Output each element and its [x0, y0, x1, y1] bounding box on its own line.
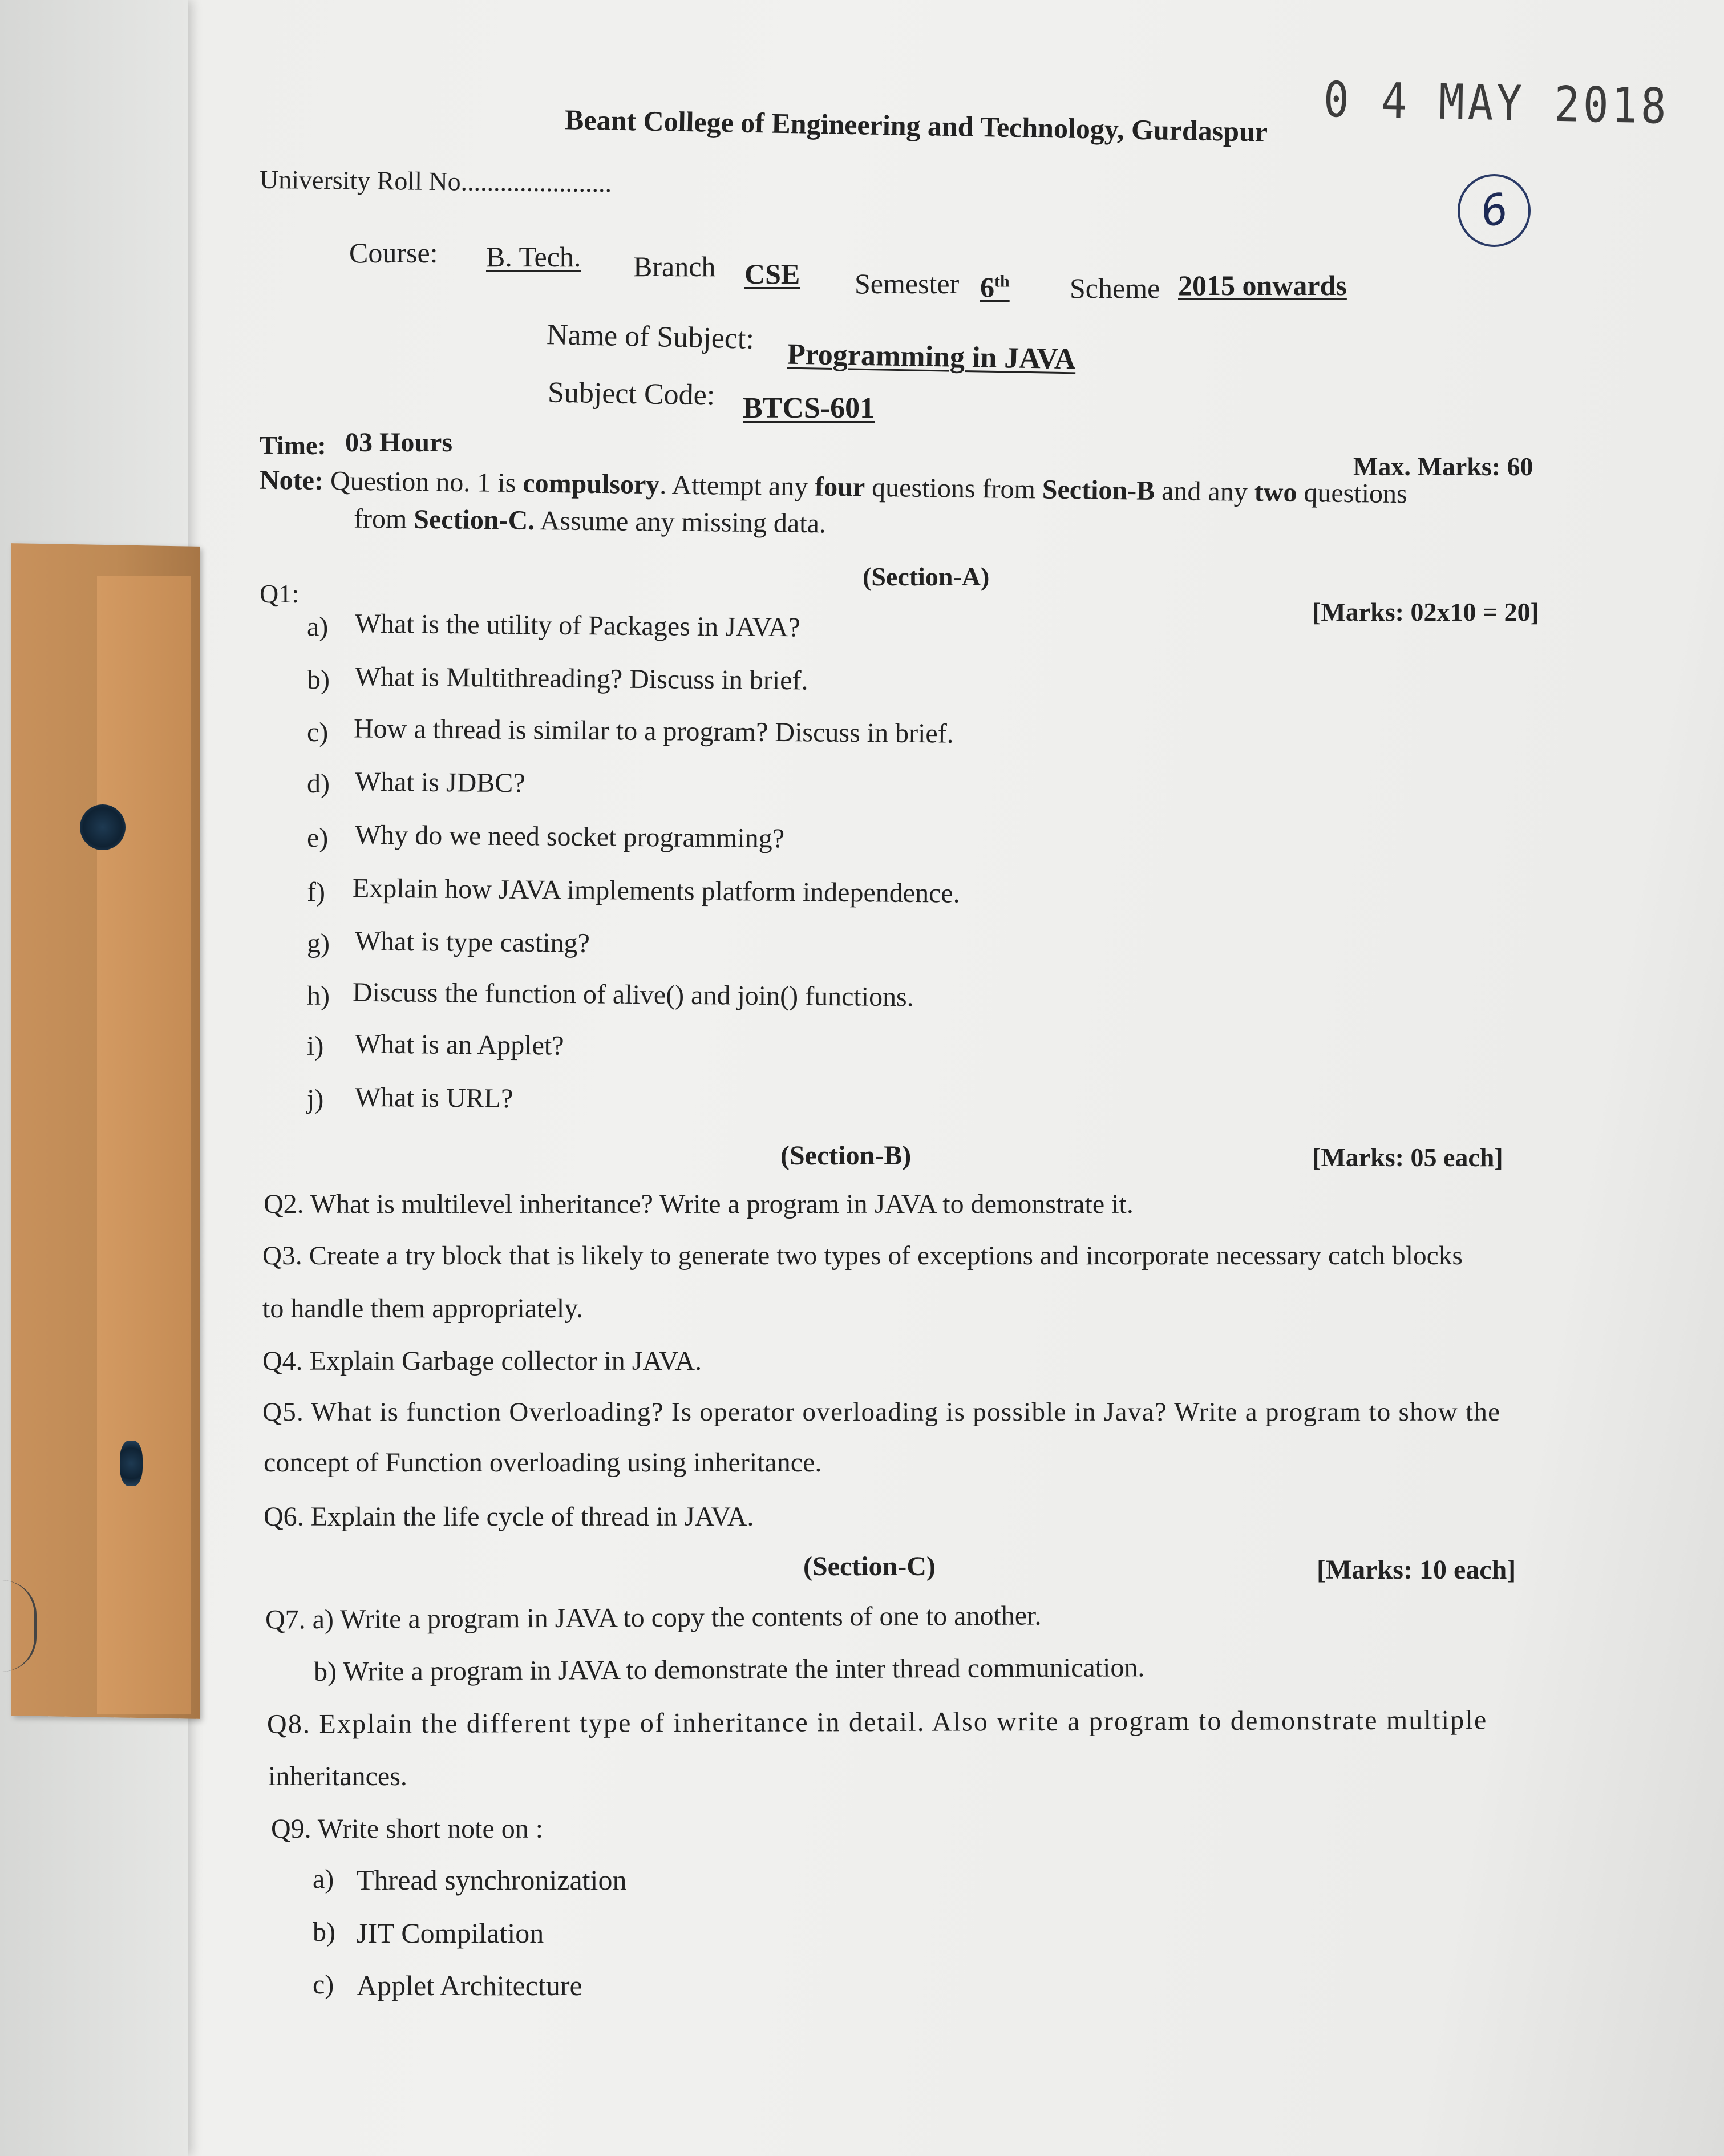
section-a-item-letter: e) — [307, 823, 329, 853]
note-line-1: Note: Question no. 1 is compulsory. Attempt any four questions from Section-B and any two questions — [259, 464, 1408, 509]
section-a-item-text: Why do we need socket programming? — [354, 819, 785, 854]
section-a-item-text: What is the utility of Packages in JAVA? — [354, 608, 801, 643]
question-q8-cont: inheritances. — [268, 1761, 407, 1791]
semester-label: Semester — [855, 268, 960, 300]
section-a-item-text: How a thread is similar to a program? Discuss in brief. — [353, 713, 954, 749]
question-q4: Q4. Explain Garbage collector in JAVA. — [262, 1346, 702, 1376]
subject-label: Name of Subject: — [546, 318, 755, 355]
section-a-item-letter: f) — [307, 877, 325, 907]
section-a-item-text: What is an Applet? — [354, 1029, 564, 1061]
section-a-marks: [Marks: 02x10 = 20] — [1312, 597, 1539, 626]
course-label: Course: — [349, 237, 438, 269]
section-a-item-letter: g) — [307, 928, 330, 958]
section-a-item-letter: i) — [307, 1031, 324, 1061]
branch-value: CSE — [744, 258, 800, 290]
section-a-item-letter: c) — [307, 717, 329, 747]
subject-name: Programming in JAVA — [787, 338, 1077, 376]
note-line-2: from Section-C. Assume any missing data. — [353, 503, 827, 539]
question-q7b: b) Write a program in JAVA to demonstrate the inter thread communication. — [313, 1652, 1145, 1687]
section-a-item-text: Discuss the function of alive() and join() functions. — [352, 977, 914, 1013]
question-q3: Q3. Create a try block that is likely to generate two types of exceptions and incorporate necessary catch blocks — [262, 1241, 1463, 1271]
punch-hole — [120, 1441, 143, 1486]
section-b-marks: [Marks: 05 each] — [1312, 1143, 1503, 1172]
folder-strip — [97, 576, 191, 1714]
section-a-item-letter: a) — [307, 612, 329, 642]
question-q2: Q2. What is multilevel inheritance? Write a program in JAVA to demonstrate it. — [264, 1189, 1134, 1219]
college-name: Beant College of Engineering and Technology, Gurdaspur — [564, 103, 1268, 148]
punch-hole — [80, 804, 126, 850]
time-label: Time: — [260, 431, 326, 460]
question-q5-cont: concept of Function overloading using inheritance. — [264, 1447, 822, 1478]
circled-number: 6 — [1451, 167, 1537, 254]
q9-item-letter: b) — [313, 1917, 335, 1947]
section-a-title: (Section-A) — [863, 562, 990, 591]
q9-item-text: JIT Compilation — [357, 1917, 544, 1949]
q1-label: Q1: — [260, 579, 299, 608]
section-c-title: (Section-C) — [803, 1551, 936, 1581]
q9-item-text: Thread synchronization — [357, 1864, 627, 1896]
question-q5: Q5. What is function Overloading? Is operator overloading is possible in Java? Write a program to show the — [262, 1397, 1501, 1427]
section-a-item-text: What is JDBC? — [354, 766, 525, 799]
semester-value: 6th — [980, 271, 1010, 303]
question-q6: Q6. Explain the life cycle of thread in JAVA. — [264, 1502, 754, 1532]
scheme-label: Scheme — [1070, 272, 1160, 304]
q9-item-text: Applet Architecture — [357, 1969, 582, 2001]
section-a-item-text: What is URL? — [354, 1082, 513, 1114]
q9-item-letter: a) — [313, 1864, 334, 1894]
date-stamp: 0 4 MAY 2018 — [1323, 71, 1670, 135]
section-a-item-text: What is type casting? — [354, 926, 590, 958]
q9-item-letter: c) — [313, 1969, 334, 2000]
section-a-item-text: Explain how JAVA implements platform independence. — [352, 873, 960, 909]
course-value: B. Tech. — [486, 241, 581, 273]
question-q8: Q8. Explain the different type of inheritance in detail. Also write a program to demonstrate multiple — [266, 1705, 1488, 1740]
section-a-item-text: What is Multithreading? Discuss in brief. — [354, 661, 808, 696]
question-q3-cont: to handle them appropriately. — [262, 1293, 584, 1324]
branch-label: Branch — [633, 250, 716, 282]
section-a-item-letter: j) — [307, 1084, 324, 1114]
section-c-marks: [Marks: 10 each] — [1317, 1555, 1516, 1585]
section-a-item-letter: h) — [307, 981, 330, 1011]
question-q7a: Q7. a) Write a program in JAVA to copy the contents of one to another. — [265, 1600, 1042, 1635]
time-value: 03 Hours — [345, 427, 453, 458]
roll-number-field: University Roll No....................... — [259, 164, 612, 198]
subject-code-label: Subject Code: — [547, 376, 715, 412]
section-b-title: (Section-B) — [780, 1140, 912, 1171]
section-a-item-letter: d) — [307, 768, 330, 799]
scheme-value: 2015 onwards — [1178, 269, 1347, 301]
subject-code: BTCS-601 — [743, 392, 875, 424]
question-q9: Q9. Write short note on : — [271, 1814, 544, 1844]
max-marks: Max. Marks: 60 — [1353, 452, 1533, 481]
section-a-item-letter: b) — [307, 665, 330, 695]
